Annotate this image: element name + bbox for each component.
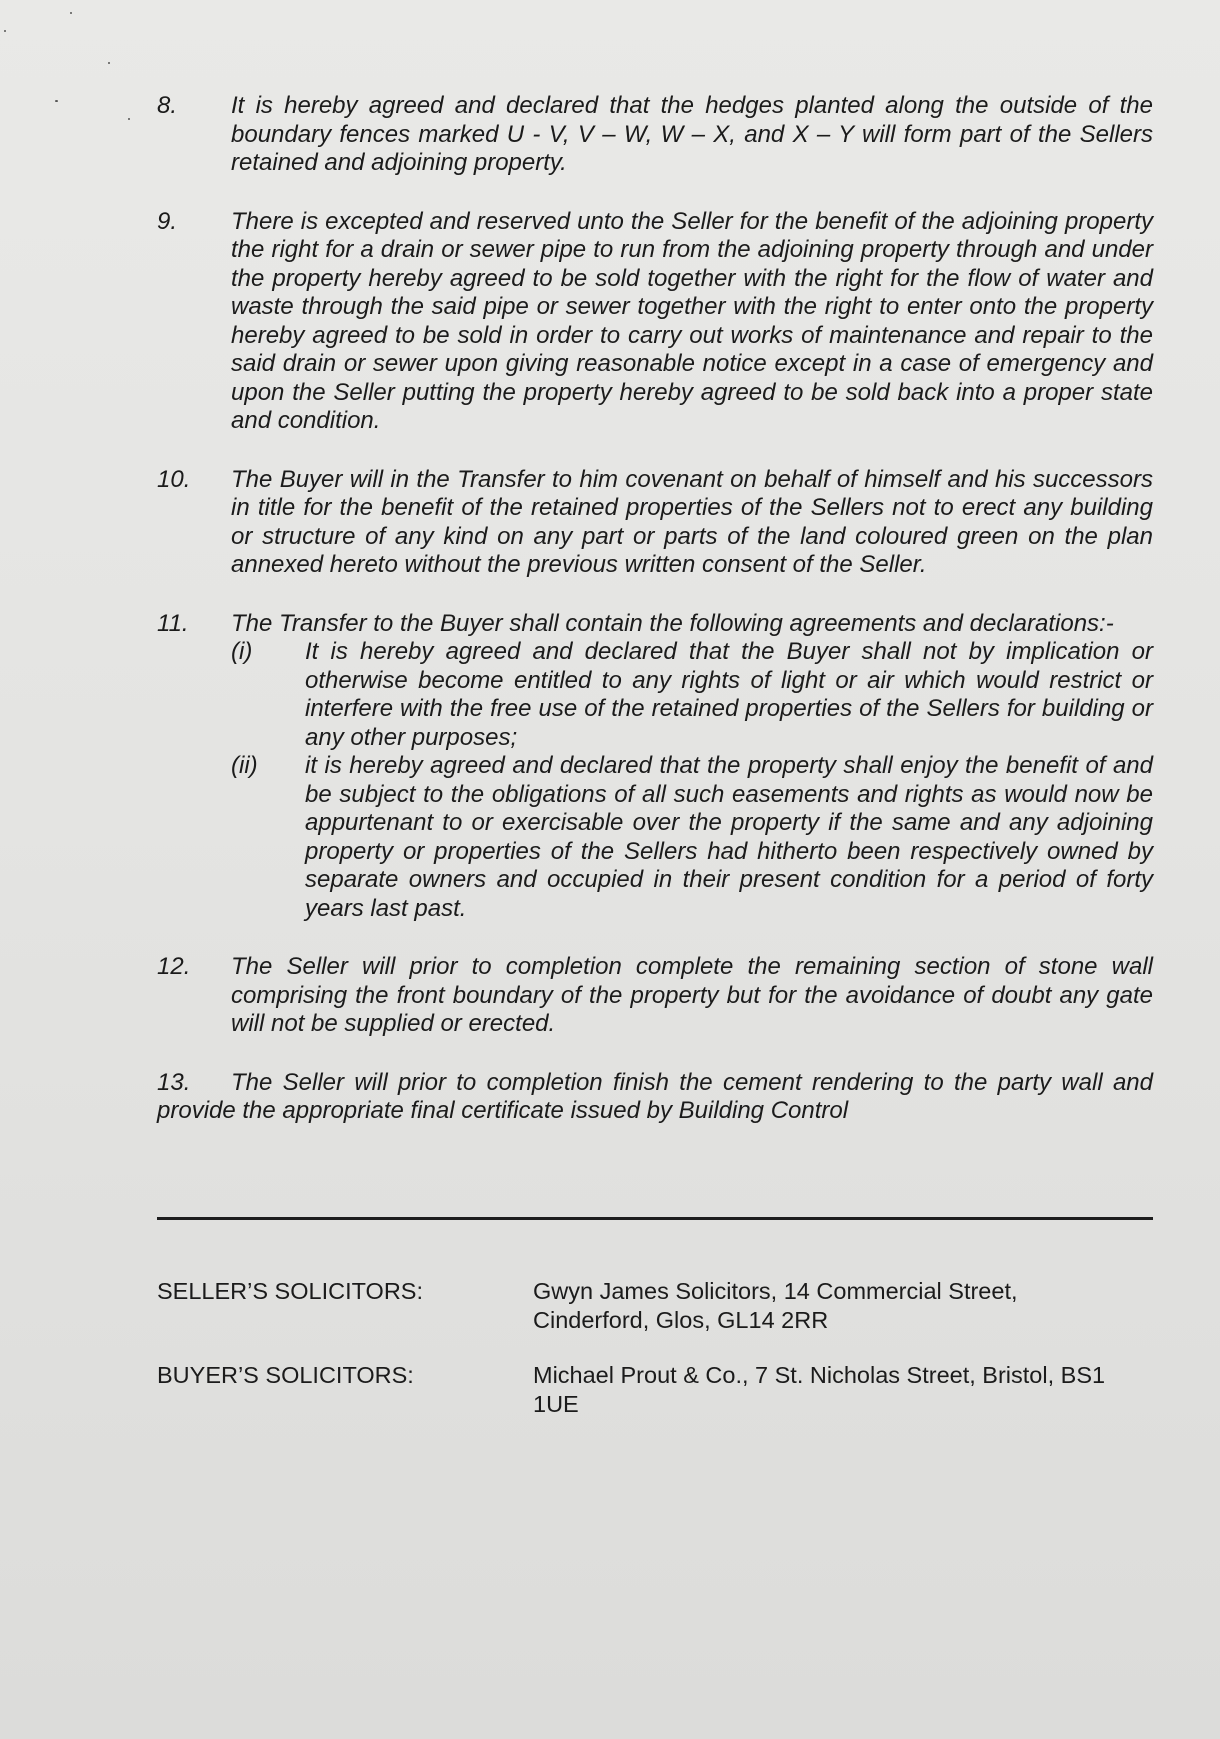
buyers-solicitors-label: BUYER’S SOLICITORS: — [157, 1362, 414, 1388]
address-line: Gwyn James Solicitors, 14 Commercial Street, — [533, 1278, 1018, 1304]
address-line: 1UE — [533, 1391, 579, 1417]
subclause-number: (ii) — [231, 752, 258, 779]
clause-13 — [157, 1069, 1153, 1126]
scan-speck — [4, 30, 6, 32]
subclause-number: (i) — [231, 638, 253, 665]
sellers-solicitors-label: SELLER’S SOLICITORS: — [157, 1278, 423, 1304]
scan-speck — [128, 118, 130, 120]
buyers-solicitors-row — [157, 1361, 1153, 1419]
scan-speck — [55, 100, 58, 102]
clause-12 — [157, 953, 1153, 1039]
scan-speck — [70, 12, 72, 14]
clause-10 — [157, 466, 1153, 580]
clause-8 — [157, 92, 1153, 178]
clause-number: 11. — [157, 609, 189, 637]
sellers-solicitors-row — [157, 1277, 1153, 1335]
clause-9 — [157, 208, 1153, 436]
subclause-text: it is hereby agreed and declared that the property shall enjoy the benefit of and be subject to the obligations of all such easements and rights as would now be appurtenant to or exercisable over the property if the same and any adjoining property or properties of the Sellers had hitherto been respectively owned by separate owners and occupied in their present condition for a period of forty years last past. — [305, 752, 1153, 922]
sellers-solicitors-address — [533, 1277, 1153, 1335]
subclause-text: It is hereby agreed and declared that the Buyer shall not by implication or otherwise become entitled to any rights of light or air which would restrict or interfere with the free use of the retained properties of the Sellers for building or any other purposes; — [305, 638, 1153, 751]
clause-body — [231, 610, 1153, 924]
divider-line — [157, 1217, 1153, 1220]
clause-text: The Seller will prior to completion complete the remaining section of stone wall comprising the front boundary of the property but for the avoidance of doubt any gate will not be supplied or erected. — [231, 953, 1153, 1037]
clause-text: It is hereby agreed and declared that the hedges planted along the outside of the boundary fences marked U - V, V – W, W – X, and X – Y will form part of the Sellers retained and adjoining property. — [231, 92, 1153, 176]
clause-text: The Buyer will in the Transfer to him covenant on behalf of himself and his successors in title for the benefit of the retained properties of the Sellers not to erect any building or structure of any kind on any part or parts of the land coloured green on the plan annexed hereto without the previous written consent of the Seller. — [231, 465, 1153, 578]
clause-number: 10. — [157, 465, 191, 493]
clause-11 — [157, 610, 1153, 924]
clause-text: The Transfer to the Buyer shall contain the following agreements and declarations:- — [231, 609, 1114, 637]
clause-text: The Seller will prior to completion finish the cement rendering to the party wall and provide the appropriate final certificate issued by Building Control — [157, 1068, 1153, 1124]
address-line: Cinderford, Glos, GL14 2RR — [533, 1307, 829, 1333]
subclause-i — [231, 638, 1153, 752]
clause-number: 12. — [157, 953, 191, 980]
solicitors-section — [157, 1277, 1153, 1445]
clauses-section — [157, 92, 1153, 1126]
clause-number: 9. — [157, 207, 178, 235]
clause-text: There is excepted and reserved unto the Seller for the benefit of the adjoining property the right for a drain or sewer pipe to run from the adjoining property through and under the property hereby agreed to be sold together with the right for the flow of water and waste through the said pipe or sewer together with the right to enter onto the property hereby agreed to be sold in order to carry out works of maintenance and repair to the said drain or sewer upon giving reasonable notice except in a case of emergency and upon the Seller putting the property hereby agreed to be sold back into a proper state and condition. — [231, 207, 1153, 434]
address-line: Michael Prout & Co., 7 St. Nicholas Street, Bristol, BS1 — [533, 1362, 1106, 1388]
clause-number: 8. — [157, 92, 178, 119]
buyers-solicitors-address — [533, 1361, 1153, 1419]
scan-speck — [108, 62, 110, 64]
clause-number: 13. — [157, 1068, 191, 1096]
subclause-ii — [231, 752, 1153, 923]
